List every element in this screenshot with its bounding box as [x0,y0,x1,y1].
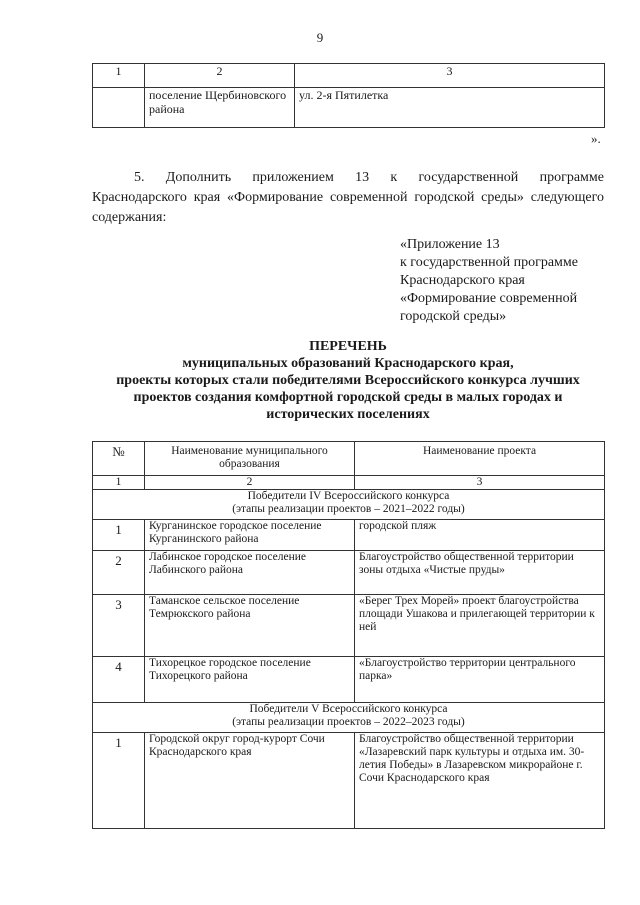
title-line: проекты которых стали победителями Всероссийского конкурса лучших [116,373,580,388]
closing-quote: ». [591,131,601,146]
row-number: 4 [93,657,145,703]
project-cell: Благоустройство общественной территории «Лазаревский парк культуры и отдыха им. 30-летия Победы» в Лазаревском микрорайоне г. Сочи Краснодарского края [355,733,605,829]
title-line: муниципальных образований Краснодарского края, [182,356,514,371]
table-row [93,657,605,703]
amendment-paragraph [92,168,604,228]
municipality-cell: поселение Щербиновского района [145,88,295,128]
column-numbers-row [93,476,605,490]
row-number: 1 [93,520,145,551]
section-subtitle: (этапы реализации проектов – 2022–2023 годы) [232,716,465,728]
appendix-line: к государственной программе [400,255,578,270]
header-municipality: Наименование муниципального образования [145,442,355,476]
winners-table [92,441,605,829]
col-number-2: 2 [145,476,355,490]
section-title: Победители IV Всероссийского конкурса [247,490,450,502]
row-number: 3 [93,595,145,657]
table-header-row [93,64,605,88]
table-row [93,520,605,551]
col-number-3: 3 [355,476,605,490]
section-header-iv [93,490,605,520]
appendix-line: «Приложение 13 [400,237,500,252]
row-number: 2 [93,551,145,595]
appendix-line: «Формирование современной [400,291,578,306]
row-number: 1 [93,733,145,829]
header-project: Наименование проекта [355,442,605,476]
col-number-1: 1 [93,64,145,88]
header-number: № [93,442,145,476]
appendix-heading [400,236,578,326]
project-cell: «Благоустройство территории центрального парка» [355,657,605,703]
municipality-cell: Курганинское городское поселение Курганинского района [145,520,355,551]
document-title [92,338,604,423]
section-subtitle: (этапы реализации проектов – 2021–2022 годы) [232,503,465,515]
appendix-line: Краснодарского края [400,273,525,288]
title-line: ПЕРЕЧЕНЬ [309,339,387,354]
project-cell: Благоустройство общественной территории зоны отдыха «Чистые пруды» [355,551,605,595]
table-row [93,733,605,829]
project-cell: городской пляж [355,520,605,551]
section-title: Победители V Всероссийского конкурса [249,703,448,715]
municipality-cell: Городской округ город-курорт Сочи Краснодарского края [145,733,355,829]
continuation-table [92,63,605,128]
table-row [93,595,605,657]
project-cell: ул. 2-я Пятилетка [295,88,605,128]
paragraph-rest: Краснодарского края «Формирование современной городской среды» следующего содержания: [92,190,604,225]
title-line: проектов создания комфортной городской среды в малых городах и [133,390,563,405]
section-header-v [93,703,605,733]
row-number-cell [93,88,145,128]
municipality-cell: Таманское сельское поселение Темрюкского района [145,595,355,657]
municipality-cell: Тихорецкое городское поселение Тихорецкого района [145,657,355,703]
col-number-3: 3 [295,64,605,88]
table-row [93,88,605,128]
page-number: 9 [316,30,324,45]
table-header-row [93,442,605,476]
paragraph-line-1: 5. Дополнить приложением 13 к государственной программе [134,170,604,185]
project-cell: «Берег Трех Морей» проект благоустройства площади Ушакова и прилегающей территории к ней [355,595,605,657]
appendix-line: городской среды» [400,309,507,324]
col-number-1: 1 [93,476,145,490]
title-line: исторических поселениях [266,407,430,422]
municipality-cell: Лабинское городское поселение Лабинского района [145,551,355,595]
table-row [93,551,605,595]
col-number-2: 2 [145,64,295,88]
